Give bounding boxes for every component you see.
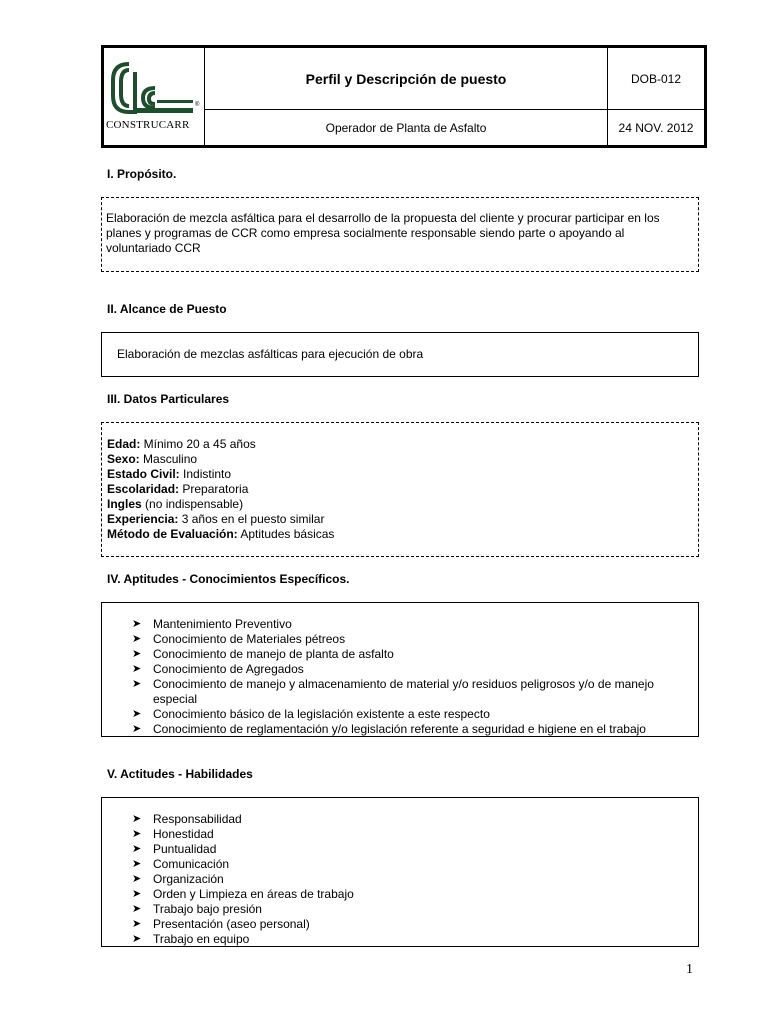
- list-item: ➤ Organización: [132, 872, 224, 886]
- arrowhead-bullet-icon: ➤: [132, 828, 142, 840]
- arrowhead-bullet-icon: ➤: [132, 903, 142, 915]
- datos-box: [101, 422, 699, 557]
- aptitudes-list: [132, 617, 678, 737]
- section-heading-proposito: I. Propósito.: [107, 167, 177, 181]
- arrowhead-bullet-icon: ➤: [132, 888, 142, 900]
- arrowhead-bullet-icon: ➤: [132, 843, 142, 855]
- section-heading-alcance: II. Alcance de Puesto: [107, 302, 227, 316]
- list-item: ➤ Honestidad: [132, 827, 214, 841]
- document-code: DOB-012: [630, 71, 682, 86]
- company-name: CONSTRUCARR: [106, 119, 190, 131]
- aptitudes-box: [101, 602, 699, 737]
- list-item: ➤ Conocimiento de manejo de planta de asfalto: [132, 647, 394, 661]
- list-item: ➤ Conocimiento de reglamentación y/o legislación referente a seguridad e higiene en el trabajo: [132, 722, 646, 736]
- section-heading-actitudes: V. Actitudes - Habilidades: [107, 767, 253, 781]
- alcance-box: [101, 332, 699, 377]
- list-item: ➤ Conocimiento básico de la legislación existente a este respecto: [132, 707, 490, 721]
- company-logo: [104, 48, 204, 145]
- actitudes-box: [101, 797, 699, 947]
- datos-list: [107, 437, 334, 542]
- arrowhead-bullet-icon: ➤: [132, 858, 142, 870]
- arrowhead-bullet-icon: ➤: [132, 648, 142, 660]
- section-heading-aptitudes: IV. Aptitudes - Conocimientos Específicos.: [107, 572, 350, 586]
- document-title: Perfil y Descripción de puesto: [305, 70, 507, 87]
- datos-item: Escolaridad: Preparatoria: [107, 482, 249, 496]
- proposito-line: Elaboración de mezcla asfáltica para el desarrollo de la propuesta del cliente y procurar participar en los: [106, 211, 660, 225]
- section-heading-datos: III. Datos Particulares: [107, 392, 230, 406]
- list-item: ➤ Orden y Limpieza en áreas de trabajo: [132, 887, 354, 901]
- datos-item: Experiencia: 3 años en el puesto similar: [107, 512, 325, 526]
- arrowhead-bullet-icon: ➤: [132, 873, 142, 885]
- list-item: ➤ Comunicación: [132, 857, 230, 871]
- datos-item: Edad: Mínimo 20 a 45 años: [107, 437, 256, 451]
- document-header: [101, 45, 707, 148]
- datos-item: Ingles (no indispensable): [107, 497, 244, 511]
- list-item: ➤ Presentación (aseo personal): [132, 917, 310, 931]
- list-item: ➤ Conocimiento de Materiales pétreos: [132, 632, 346, 646]
- logo-icon: [105, 50, 203, 120]
- arrowhead-bullet-icon: ➤: [132, 918, 142, 930]
- arrowhead-bullet-icon: ➤: [132, 708, 142, 720]
- arrowhead-bullet-icon: ➤: [132, 663, 142, 675]
- proposito-box: [101, 197, 699, 272]
- document-date: 24 NOV. 2012: [618, 120, 694, 135]
- proposito-line: planes y programas de CCR como empresa socialmente responsable siendo parte o apoyando al: [106, 226, 625, 240]
- alcance-text: Elaboración de mezclas asfálticas para ejecución de obra: [117, 347, 424, 361]
- list-item: ➤ Conocimiento de Agregados: [132, 662, 304, 676]
- arrowhead-bullet-icon: ➤: [132, 618, 142, 630]
- list-item: ➤ Conocimiento de manejo y almacenamiento de material y/o residuos peligrosos y/o de manejo especial: [132, 677, 654, 706]
- arrowhead-bullet-icon: ➤: [132, 933, 142, 945]
- arrowhead-bullet-icon: ➤: [132, 813, 142, 825]
- page-number: 1: [686, 962, 693, 977]
- arrowhead-bullet-icon: ➤: [132, 633, 142, 645]
- arrowhead-bullet-icon: ➤: [132, 678, 142, 690]
- actitudes-list: [132, 812, 678, 947]
- list-item: ➤ Responsabilidad: [132, 812, 242, 826]
- list-item: ➤ Trabajo en equipo: [132, 932, 250, 946]
- position-name: Operador de Planta de Asfalto: [325, 120, 487, 135]
- proposito-line: voluntariado CCR: [106, 241, 201, 255]
- list-item: ➤ Mantenimiento Preventivo: [132, 617, 292, 631]
- list-item: ➤ Puntualidad: [132, 842, 217, 856]
- svg-text:®: ®: [195, 102, 200, 108]
- datos-item: Estado Civil: Indistinto: [107, 467, 232, 481]
- datos-item: Sexo: Masculino: [107, 452, 198, 466]
- list-item: ➤ Trabajo bajo presión: [132, 902, 262, 916]
- datos-item: Método de Evaluación: Aptitudes básicas: [107, 527, 335, 541]
- arrowhead-bullet-icon: ➤: [132, 723, 142, 735]
